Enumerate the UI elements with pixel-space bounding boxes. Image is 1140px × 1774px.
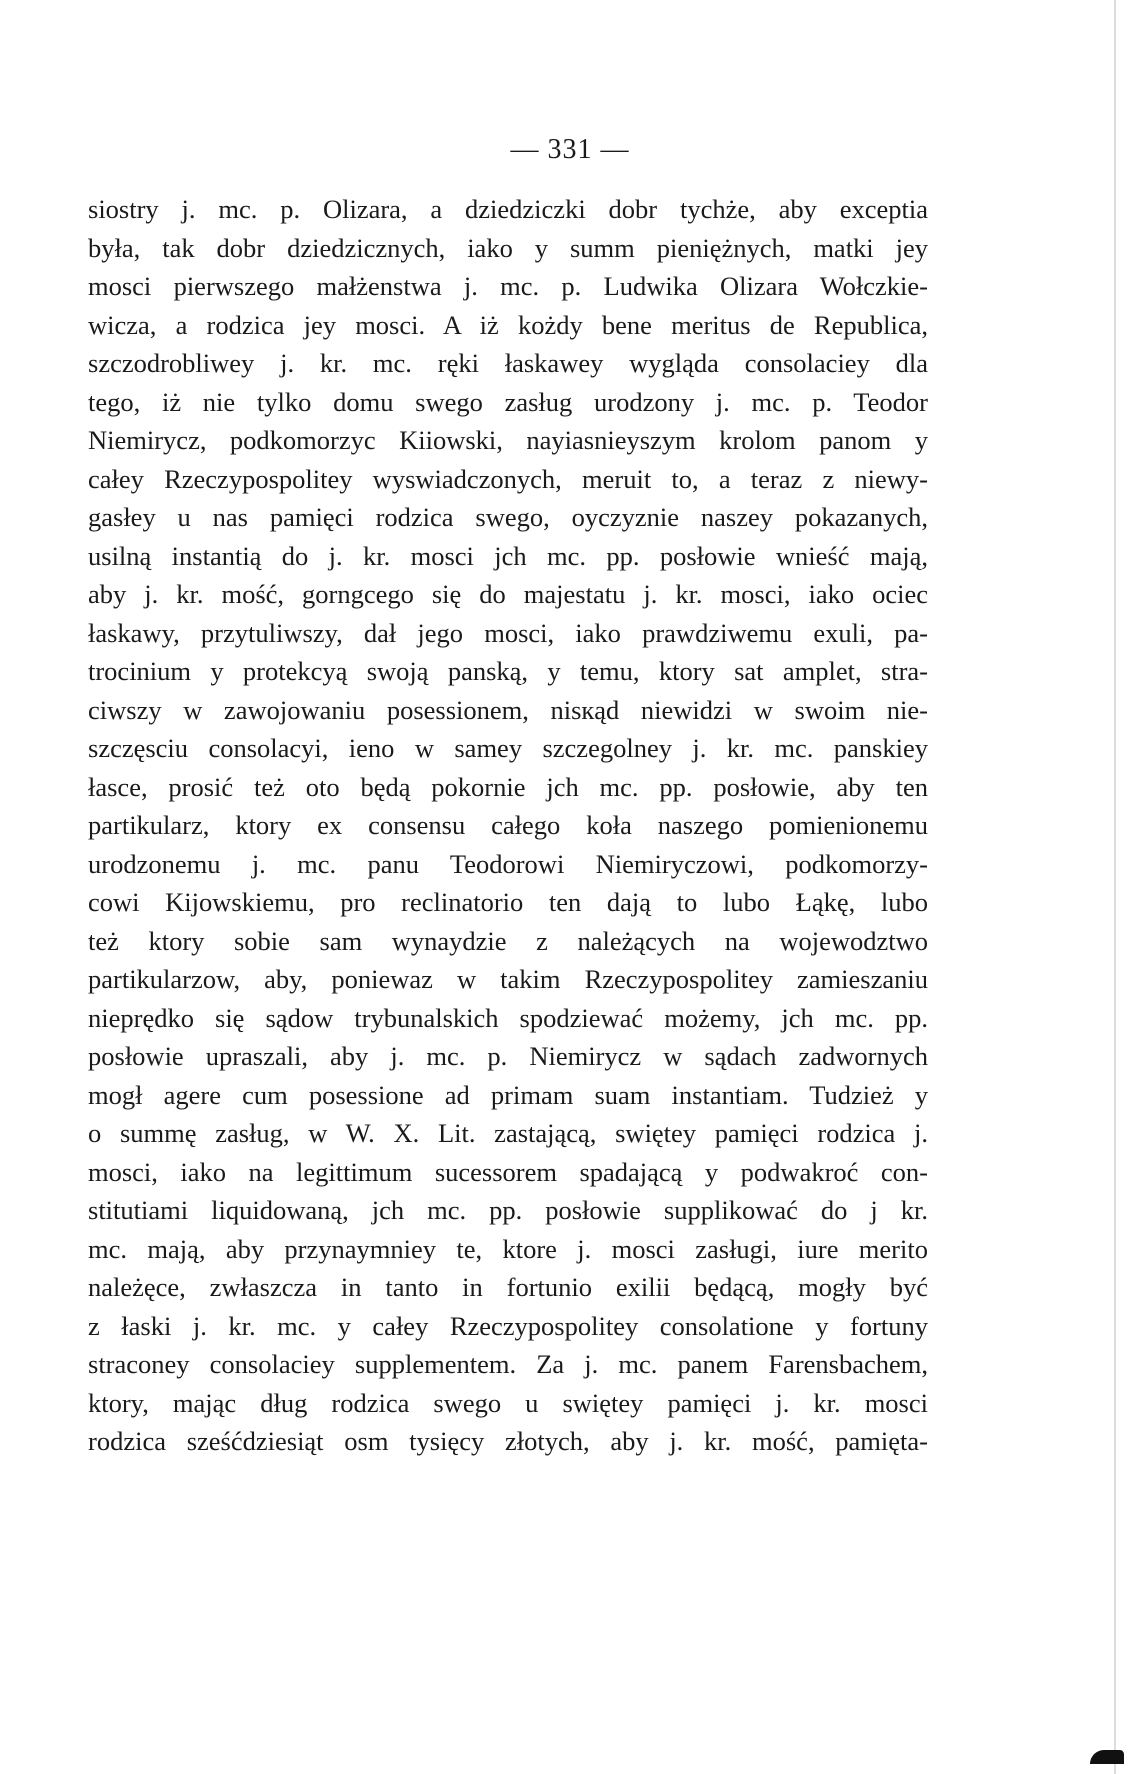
text-line: straconey consolaciey supplementem. Za j. mc. panem Farensbachem, — [88, 1349, 928, 1379]
text-line: o summę zasług, w W. X. Lit. zastającą, swiętey pamięci rodzica j. — [88, 1118, 928, 1148]
text-line: mosci, iako na legittimum sucessorem spadającą y podwakroć con- — [88, 1156, 928, 1187]
text-line: siostry j. mc. p. Olizara, a dziedziczki dobr tychże, aby exceptia — [88, 194, 928, 224]
text-line: łaskawy, przytuliwszy, dał jego mosci, iako prawdziwemu exuli, pa- — [88, 617, 928, 648]
text-line: trocinium y protekcyą swoją panską, y temu, ktory sat amplet, stra- — [88, 656, 928, 686]
text-line: całey Rzeczypospolitey wyswiadczonych, meruit to, a teraz z niewy- — [88, 463, 928, 494]
text-line: rodzica sześćdziesiąt osm tysięcy złotych, aby j. kr. mość, pamięta- — [88, 1426, 928, 1456]
text-line: stitutiami liquidowaną, jch mc. pp. posłowie supplikować do j kr. — [88, 1195, 928, 1225]
text-line: urodzonemu j. mc. panu Teodorowi Niemiryczowi, podkomorzy- — [88, 848, 928, 879]
text-line: Niemirycz, podkomorzyc Kiiowski, nayiasnieyszym krolom panom y — [88, 425, 928, 455]
text-line: też ktory sobie sam wynaydzie z należących na wojewodztwo — [88, 925, 928, 956]
text-line: szczodrobliwey j. kr. mc. ręki łaskawey wygląda consolaciey dla — [88, 348, 928, 378]
text-line: ciwszy w zawojowaniu posessionem, nisкąd niewidzi w swoim nie- — [88, 694, 928, 725]
text-line: aby j. kr. mość, gorngcego się do majestatu j. kr. mosci, iako ociec — [88, 579, 928, 609]
text-line: mc. mają, aby przynaymniey te, ktore j. mosci zasługi, iure merito — [88, 1233, 928, 1264]
text-line: usilną instantią do j. kr. mosci jch mc. pp. posłowie wnieść mają, — [88, 540, 928, 571]
scan-edge-line — [1114, 0, 1116, 1774]
text-line: mosci pierwszego małżenstwa j. mc. p. Ludwika Olizara Wołczkie- — [88, 271, 928, 301]
text-line: mogł agere cum posessione ad primam suam instantiam. Tudzież y — [88, 1079, 928, 1110]
text-line: partikularz, ktory ex consensu całego koła naszego pomienionemu — [88, 810, 928, 840]
text-line: należęce, zwłaszcza in tanto in fortunio exilii będącą, mogły być — [88, 1272, 928, 1302]
scan-corner-mark — [1090, 1750, 1124, 1764]
text-line: gasłey u nas pamięci rodzica swego, oyczyznie naszey pokazanych, — [88, 502, 928, 532]
page-number: — 331 — — [510, 134, 630, 165]
text-line: szczęsciu consolacyi, ieno w samey szczegolney j. kr. mc. panskiey — [88, 733, 928, 763]
body-text — [88, 190, 928, 1461]
text-line: partikularzow, aby, poniewaz w takim Rzeczypospolitey zamieszaniu — [88, 964, 928, 994]
text-line: ktory, mając dług rodzica swego u swiętey pamięci j. kr. mosci — [88, 1387, 928, 1418]
text-line: wicza, a rodzica jey mosci. A iż kożdy bene meritus de Republica, — [88, 309, 928, 340]
text-line: nieprędko się sądow trybunalskich spodziewać możemy, jch mc. pp. — [88, 1002, 928, 1033]
text-line: tego, iż nie tylko domu swego zasług urodzony j. mc. p. Teodor — [88, 386, 928, 417]
text-line: łasce, prosić też oto będą pokornie jch mc. pp. posłowie, aby ten — [88, 771, 928, 802]
text-line: posłowie upraszali, aby j. mc. p. Niemirycz w sądach zadwornych — [88, 1041, 928, 1071]
text-line: cowi Kijowskiemu, pro reclinatorio ten dają to lubo Łąkę, lubo — [88, 887, 928, 917]
text-line: z łaski j. kr. mc. y całey Rzeczypospolitey consolatione y fortuny — [88, 1310, 928, 1341]
text-line: była, tak dobr dziedzicznych, iako y summ pieniężnych, matki jey — [88, 232, 928, 263]
